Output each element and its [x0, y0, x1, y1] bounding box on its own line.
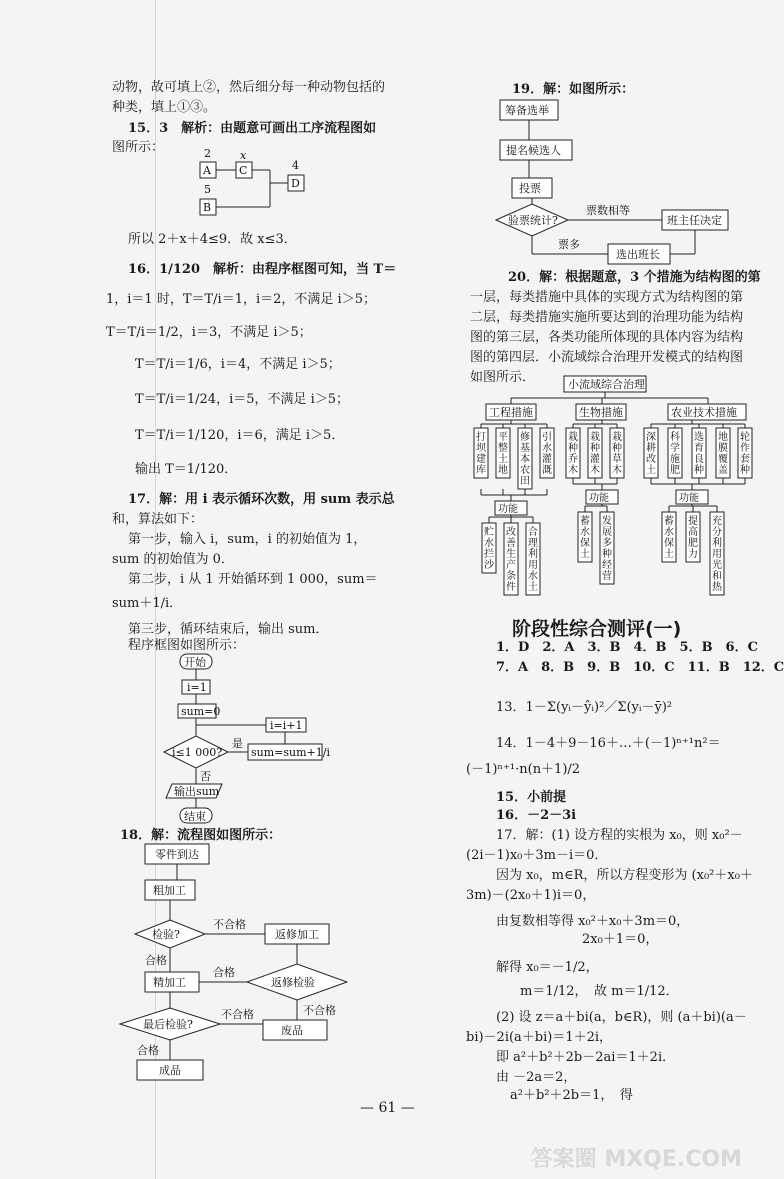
- rough-text: 粗加工: [153, 884, 186, 897]
- tree-item-1-2: 平整土地: [498, 432, 508, 476]
- text-line: 二层，每类措施实施所要达到的治理功能为结构: [470, 310, 744, 325]
- tree-item-1-4: 引水灌溉: [542, 432, 552, 476]
- text-line: 1，i＝1 时，T＝T/i＝1，i＝2，不满足 i＞5；: [106, 292, 376, 307]
- question-15: 15．3 解析：由题意可画出工序流程图如: [128, 121, 377, 136]
- question-16: 16．1/120 解析：由程序框图可知，当 T＝: [128, 262, 397, 277]
- answer-17-line: (2) 设 z＝a＋bi(a，b∈R)，则 (a＋bi)(a－: [496, 1010, 747, 1025]
- tree-item-3-1: 深耕改土: [646, 432, 656, 476]
- question-20: 20．解：根据题意，3 个措施为结构图的第: [508, 270, 761, 285]
- label-c-time: x: [240, 149, 247, 162]
- tree-group-biological-text: 生物措施: [579, 406, 623, 419]
- tree-group-engineering-text: 工程措施: [489, 406, 533, 419]
- answer-17: 17．解：(1) 设方程的实根为 x₀，则 x₀²－: [496, 828, 743, 843]
- label-a-time: 2: [204, 147, 211, 160]
- tree-item-3-3: 选育良种: [694, 432, 704, 476]
- no-label: 否: [200, 770, 211, 783]
- answers-row-2: 7．A 8．B 9．B 10．C 11．B 12．C: [496, 660, 784, 675]
- pass2-label: 合格: [213, 966, 235, 979]
- text-line: 所以 2＋x＋4≤9．故 x≤3．: [128, 232, 297, 247]
- tree-item-2-3: 栽种草木: [612, 432, 622, 476]
- text-line: 如图所示．: [470, 370, 536, 385]
- answers-row-1: 1．D 2．A 3．B 4．B 5．B 6．C: [496, 640, 758, 655]
- teacher-text: 班主任决定: [667, 214, 722, 227]
- tree-func-item-3-3: 充分利用光和热: [712, 516, 722, 593]
- final-check-text: 最后检验?: [143, 1018, 193, 1031]
- node-c-text: C: [239, 164, 248, 177]
- answer-16: 16．－2－3i: [496, 808, 577, 823]
- page-number: — 61 —: [360, 1100, 415, 1116]
- sum-update-text: sum=sum+1/i: [251, 746, 330, 759]
- answer-17-line: a²＋b²＋2b＝1， 得: [510, 1088, 633, 1103]
- pass1-label: 合格: [145, 954, 167, 967]
- answer-17-line: (2i－1)x₀＋3m－i＝0．: [466, 848, 608, 863]
- pass3-label: 合格: [137, 1044, 159, 1057]
- q20-structure-tree: [468, 374, 750, 604]
- text-line: 第二步，i 从 1 开始循环到 1 000，sum＝: [128, 572, 378, 587]
- tree-func-item-1-3: 合理利用水土: [528, 527, 538, 593]
- answer-17-line: m＝1/12， 故 m＝1/12．: [520, 984, 679, 999]
- tree-item-2-1: 栽种乔木: [568, 432, 578, 476]
- check-text: 检验?: [152, 928, 180, 941]
- tree-group-agri-text: 农业技术措施: [671, 406, 737, 419]
- tree-func-item-3-1: 蓄水保土: [664, 516, 674, 560]
- tree-root-text: 小流域综合治理: [568, 378, 645, 391]
- equal-label: 票数相等: [586, 204, 630, 217]
- increment-text: i=i+1: [270, 719, 303, 732]
- text-line: 种类，填上①③。: [112, 100, 217, 115]
- tree-func-item-2-2: 发展多种经营: [602, 516, 612, 582]
- answer-17-line: 2x₀＋1＝0，: [582, 932, 659, 947]
- elected-text: 选出班长: [616, 248, 660, 261]
- tree-item-2-2: 栽种灌木: [590, 432, 600, 476]
- text-line: 图所示：: [112, 140, 165, 155]
- count-text: 验票统计?: [508, 214, 558, 227]
- product-text: 成品: [159, 1064, 181, 1077]
- q19-election-flowchart: [490, 98, 730, 268]
- q18-flowchart: [115, 842, 360, 1082]
- answer-17-line: 即 a²＋b²＋2b－2ai＝1＋2i．: [496, 1050, 676, 1065]
- arrive-text: 零件到达: [155, 848, 199, 861]
- answer-17-line: 因为 x₀，m∈R，所以方程变形为 (x₀²＋x₀＋: [496, 868, 753, 883]
- answer-14: 14．1－4＋9－16＋…＋(－1)ⁿ⁺¹n²＝: [496, 736, 721, 751]
- fine-text: 精加工: [153, 976, 186, 989]
- tree-func-item-3-2: 提高肥力: [688, 516, 698, 560]
- prep-text: 筹备选举: [505, 104, 549, 117]
- text-line: 输出 T＝1/120．: [135, 462, 238, 477]
- tree-func-2: 功能: [589, 493, 609, 504]
- text-line: sum＋1/i．: [112, 596, 183, 611]
- more-label: 票多: [558, 238, 580, 251]
- tree-func-item-1-1: 贮水拦沙: [484, 527, 494, 571]
- node-a-text: A: [203, 164, 211, 177]
- node-b-text: B: [203, 201, 212, 214]
- vote-text: 投票: [519, 182, 541, 195]
- tree-item-3-5: 轮作套种: [740, 432, 750, 476]
- recheck-text: 返修检验: [271, 976, 315, 989]
- rework-text: 返修加工: [275, 928, 319, 941]
- q15-process-diagram: [190, 145, 320, 220]
- text-line: T＝T/i＝1/6，i＝4，不满足 i＞5；: [135, 357, 341, 372]
- fail3-label: 不合格: [221, 1008, 254, 1021]
- yes-label: 是: [232, 737, 243, 750]
- answer-15: 15．小前提: [496, 790, 567, 805]
- text-line: 动物，故可填上②，然后细分每一种动物包括的: [112, 80, 386, 95]
- nominate-text: 提名候选人: [506, 144, 561, 157]
- question-19: 19．解：如图所示：: [512, 82, 635, 97]
- tree-leaf-layer: [474, 420, 752, 595]
- tree-item-3-4: 地膜覆盖: [718, 432, 728, 476]
- tree-func-item-2-1: 蓄水保土: [580, 516, 590, 560]
- watermark: 答案圈 MXQE.COM: [530, 1147, 742, 1172]
- output-text: 输出sum: [174, 785, 220, 798]
- loop-condition-text: i≤1 000?: [172, 746, 223, 759]
- text-line: 第一步，输入 i，sum，i 的初始值为 1，: [128, 532, 367, 547]
- tree-item-3-2: 科学施肥: [670, 432, 680, 476]
- tree-item-1-3: 修基本农田: [520, 432, 530, 487]
- waste-text: 废品: [281, 1024, 303, 1037]
- fail2-label: 不合格: [303, 1004, 336, 1017]
- answer-17-line: bi)－2i(a＋bi)＝1＋2i，: [466, 1030, 613, 1045]
- end-text: 结束: [184, 810, 206, 823]
- label-b-time: 5: [204, 183, 211, 196]
- answer-13: 13．1－Σ(yᵢ－ŷᵢ)²／Σ(yᵢ－ȳ)²: [496, 700, 673, 715]
- text-line: 一层，每类措施中具体的实现方式为结构图的第: [470, 290, 744, 305]
- text-line: 程序框图如图所示：: [128, 638, 246, 653]
- q17-program-flowchart: [160, 652, 330, 827]
- start-text: 开始: [184, 656, 206, 669]
- node-d-text: D: [291, 177, 300, 190]
- section-title: 阶段性综合测评(一): [512, 618, 682, 640]
- text-line: T＝T/i＝1/2，i＝3，不满足 i＞5；: [106, 325, 312, 340]
- text-line: sum 的初始值为 0．: [112, 552, 234, 567]
- init-sum-text: sum=0: [181, 705, 221, 718]
- tree-func-1: 功能: [498, 504, 518, 515]
- label-d-time: 4: [292, 159, 299, 172]
- answer-17-line: 解得 x₀＝－1/2，: [496, 960, 599, 975]
- answer-17-line: 3m)－(2x₀＋1)i＝0，: [466, 888, 596, 903]
- tree-item-1-1: 打坝建库: [476, 432, 486, 476]
- fail1-label: 不合格: [213, 918, 246, 931]
- tree-func-item-1-2: 改善生产条件: [506, 527, 516, 593]
- question-18: 18．解：流程图如图所示：: [120, 828, 282, 843]
- tree-func-3: 功能: [679, 493, 699, 504]
- text-line: 和，算法如下：: [112, 512, 204, 527]
- answer-17-line: 由 －2a＝2，: [496, 1070, 577, 1085]
- question-17: 17．解：用 i 表示循环次数，用 sum 表示总: [128, 492, 395, 507]
- text-line: 第三步，循环结束后，输出 sum．: [128, 622, 329, 637]
- text-line: T＝T/i＝1/24，i＝5，不满足 i＞5；: [135, 392, 350, 407]
- answer-17-line: 由复数相等得 x₀²＋x₀＋3m＝0，: [496, 914, 690, 929]
- init-i-text: i=1: [187, 681, 207, 694]
- text-line: T＝T/i＝1/120，i＝6，满足 i＞5．: [135, 428, 345, 443]
- text-line: 图的第四层．小流域综合治理开发模式的结构图: [470, 350, 744, 365]
- answer-14-cont: (－1)ⁿ⁺¹·n(n＋1)/2: [466, 762, 581, 777]
- text-line: 图的第三层，各类功能所体现的具体内容为结构: [470, 330, 744, 345]
